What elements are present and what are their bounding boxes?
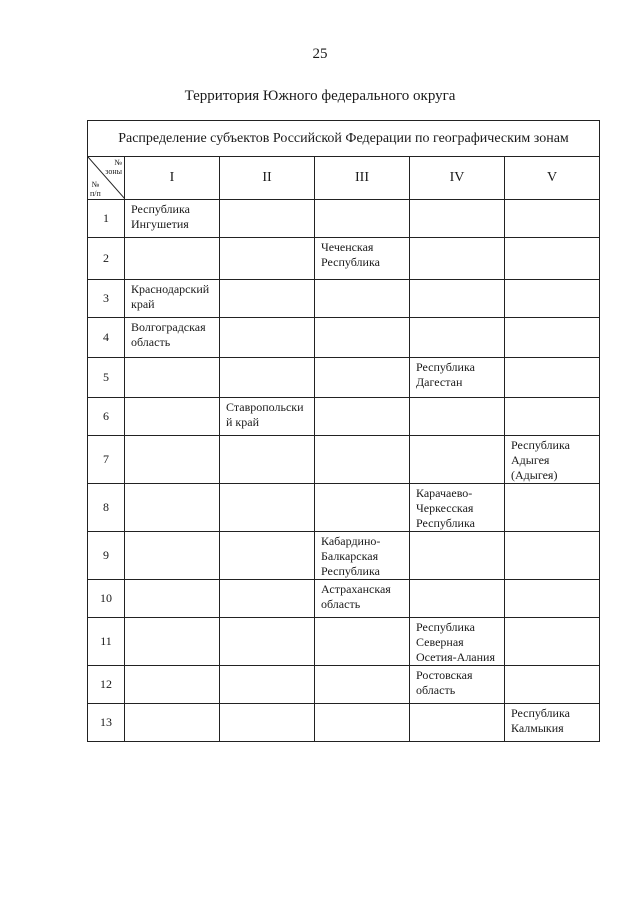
table-cell: Волгоградская область xyxy=(125,318,220,358)
table-cell: Ростовская область xyxy=(410,666,505,704)
table-row xyxy=(88,618,600,666)
table-cell xyxy=(125,436,220,484)
row-number: 10 xyxy=(88,580,125,618)
zones-table xyxy=(87,120,600,742)
table-cell xyxy=(315,704,410,742)
table-cell xyxy=(315,618,410,666)
table-cell xyxy=(125,358,220,398)
table-cell xyxy=(410,704,505,742)
table-cell xyxy=(220,666,315,704)
table-cell xyxy=(125,704,220,742)
zone-header-5: V xyxy=(505,157,600,200)
table-cell xyxy=(505,200,600,238)
table-row xyxy=(88,666,600,704)
table-cell xyxy=(220,704,315,742)
table-cell xyxy=(505,618,600,666)
table-cell xyxy=(410,280,505,318)
table-cell xyxy=(505,358,600,398)
table-cell xyxy=(220,200,315,238)
row-number: 1 xyxy=(88,200,125,238)
corner-zone-label xyxy=(105,158,122,176)
corner-zone-word: зоны xyxy=(105,167,122,176)
table-row xyxy=(88,532,600,580)
table-cell xyxy=(125,484,220,532)
table-cell xyxy=(220,484,315,532)
table-row xyxy=(88,436,600,484)
row-number: 9 xyxy=(88,532,125,580)
table-row xyxy=(88,318,600,358)
table-cell xyxy=(315,200,410,238)
table-cell xyxy=(315,436,410,484)
row-number: 5 xyxy=(88,358,125,398)
table-cell xyxy=(505,238,600,280)
corner-row-label xyxy=(90,180,101,198)
table-cell: Республика Адыгея (Адыгея) xyxy=(505,436,600,484)
table-cell xyxy=(220,580,315,618)
zone-header-2: II xyxy=(220,157,315,200)
table-cell xyxy=(315,318,410,358)
table-cell xyxy=(505,398,600,436)
table-cell xyxy=(410,318,505,358)
table-cell: Астраханская область xyxy=(315,580,410,618)
row-number: 3 xyxy=(88,280,125,318)
row-number: 11 xyxy=(88,618,125,666)
table-cell xyxy=(315,398,410,436)
table-row xyxy=(88,704,600,742)
table-cell xyxy=(410,200,505,238)
zone-header-3: III xyxy=(315,157,410,200)
table-cell xyxy=(505,280,600,318)
table-cell xyxy=(220,238,315,280)
table-cell xyxy=(125,532,220,580)
table-cell: Ставропольски й край xyxy=(220,398,315,436)
table-caption: Распределение субъектов Российской Федерации по географическим зонам xyxy=(88,121,600,157)
table-cell xyxy=(315,666,410,704)
table-cell xyxy=(505,484,600,532)
page-number: 25 xyxy=(312,46,328,62)
row-number: 12 xyxy=(88,666,125,704)
table-cell: Республика Калмыкия xyxy=(505,704,600,742)
table-cell xyxy=(220,436,315,484)
table-row xyxy=(88,280,600,318)
table-cell: Республика Северная Осетия-Алания xyxy=(410,618,505,666)
row-number: 6 xyxy=(88,398,125,436)
table-cell xyxy=(505,666,600,704)
document-title: Территория Южного федерального округа xyxy=(184,88,456,104)
table-cell xyxy=(125,618,220,666)
table-cell xyxy=(410,436,505,484)
row-number: 13 xyxy=(88,704,125,742)
table-cell xyxy=(505,580,600,618)
table-cell xyxy=(125,666,220,704)
table-cell: Краснодарский край xyxy=(125,280,220,318)
table-cell xyxy=(505,532,600,580)
table-cell xyxy=(220,618,315,666)
table-cell xyxy=(410,532,505,580)
row-number: 8 xyxy=(88,484,125,532)
table-cell xyxy=(220,318,315,358)
table-row xyxy=(88,358,600,398)
table-cell xyxy=(125,580,220,618)
table-cell xyxy=(220,358,315,398)
table-row xyxy=(88,580,600,618)
table-cell: Кабардино- Балкарская Республика xyxy=(315,532,410,580)
table-cell xyxy=(220,280,315,318)
row-number: 7 xyxy=(88,436,125,484)
table-row xyxy=(88,484,600,532)
table-cell xyxy=(315,358,410,398)
table-row xyxy=(88,200,600,238)
table-cell: Республика Дагестан xyxy=(410,358,505,398)
table-cell: Республика Ингушетия xyxy=(125,200,220,238)
corner-row-word: п/п xyxy=(90,189,101,198)
table-cell xyxy=(410,238,505,280)
table-cell xyxy=(410,398,505,436)
zone-header-4: IV xyxy=(410,157,505,200)
table-cell xyxy=(125,238,220,280)
table-cell: Карачаево- Черкесская Республика xyxy=(410,484,505,532)
row-number: 4 xyxy=(88,318,125,358)
corner-row-no: № xyxy=(91,180,100,189)
zone-header-1: I xyxy=(125,157,220,200)
table-cell xyxy=(315,280,410,318)
table-row xyxy=(88,398,600,436)
table-cell xyxy=(315,484,410,532)
row-number: 2 xyxy=(88,238,125,280)
table-cell xyxy=(410,580,505,618)
table-cell xyxy=(220,532,315,580)
table-cell: Чеченская Республика xyxy=(315,238,410,280)
corner-zone-no: № xyxy=(114,158,122,167)
table-cell xyxy=(125,398,220,436)
table-cell xyxy=(505,318,600,358)
corner-header-cell xyxy=(88,157,125,200)
table-row xyxy=(88,238,600,280)
